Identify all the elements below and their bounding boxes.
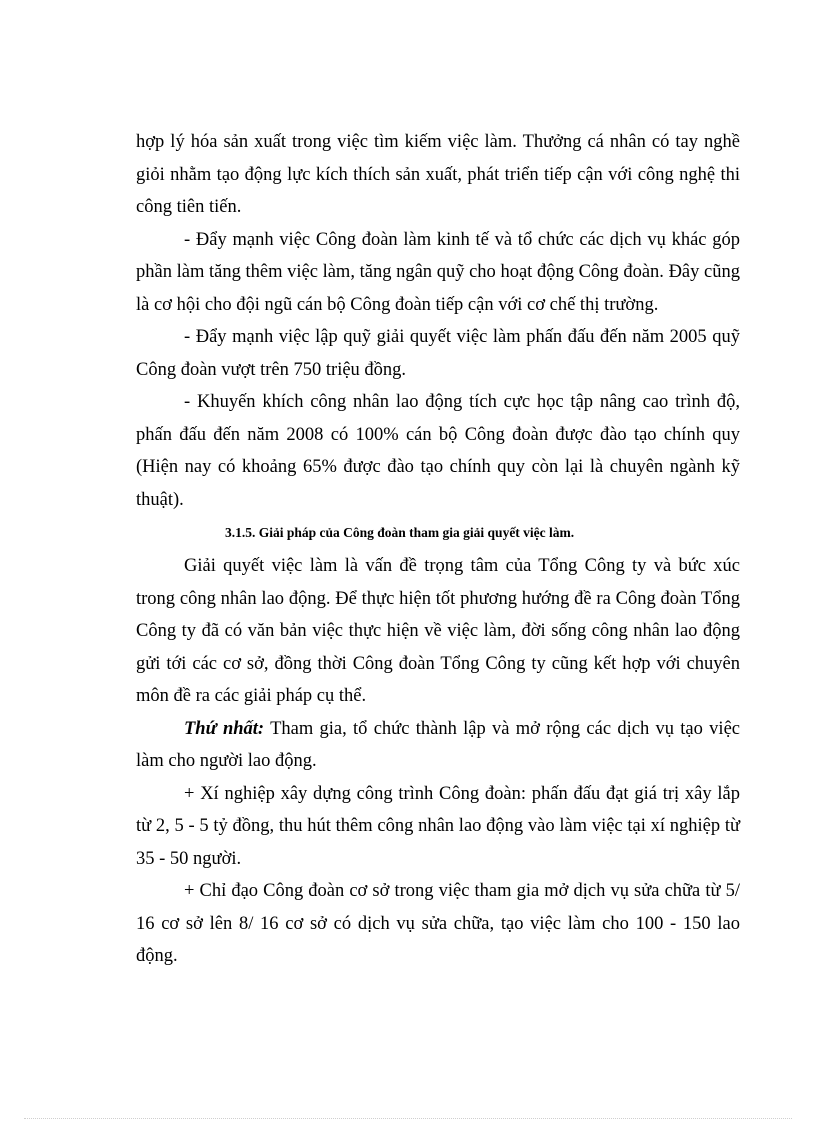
list-item-repair-services: + Chỉ đạo Công đoàn cơ sở trong việc tham gia mở dịch vụ sửa chữa từ 5/ 16 cơ sở lên 8/ 16 cơ sở có dịch vụ sửa chữa, tạo việc làm cho 100 - 150 lao động. — [136, 881, 740, 966]
paragraph-employment-fund: - Đẩy mạnh việc lập quỹ giải quyết việc làm phấn đấu đến năm 2005 quỹ Công đoàn vượt trên 750 triệu đồng. — [136, 327, 740, 380]
first-point-text: Tham gia, tổ chức thành lập và mở rộng các dịch vụ tạo việc làm cho người lao động. — [136, 718, 740, 771]
paragraph-training: - Khuyến khích công nhân lao động tích cực học tập nâng cao trình độ, phấn đấu đến năm 2008 có 100% cán bộ Công đoàn được đào tạo chính quy (Hiện nay có khoảng 65% được đào tạo chính quy còn lại là chuyên ngành kỹ thuật). — [136, 392, 740, 510]
page-bottom-border — [24, 1118, 792, 1119]
paragraph-trade-union-economy: - Đẩy mạnh việc Công đoàn làm kinh tế và tổ chức các dịch vụ khác góp phần làm tăng thêm việc làm, tăng ngân quỹ cho hoạt động Công đoàn. Đây cũng là cơ hội cho đội ngũ cán bộ Công đoàn tiếp cận với cơ chế thị trường. — [136, 229, 740, 315]
list-item-construction-enterprise: + Xí nghiệp xây dựng công trình Công đoàn: phấn đấu đạt giá trị xây lắp từ 2, 5 - 5 tỷ đồng, thu hút thêm công nhân lao động vào làm việc tại xí nghiệp từ 35 - 50 người. — [136, 783, 740, 869]
paragraph-section-intro: Giải quyết việc làm là vấn đề trọng tâm của Tổng Công ty và bức xúc trong công nhân lao động. Để thực hiện tốt phương hướng đề ra Công đoàn Tổng Công ty đã có văn bản việc thực hiện về việc làm, đời sống công nhân lao động gửi tới các cơ sở, đồng thời Công đoàn Tổng Công ty cũng kết hợp với chuyên môn đề ra các giải pháp cụ thể. — [136, 556, 740, 706]
section-heading: 3.1.5. Giải pháp của Công đoàn tham gia giải quyết việc làm. — [225, 525, 575, 540]
paragraph-first-point — [136, 713, 740, 778]
first-point-label: Thứ nhất: — [184, 718, 265, 739]
document-body — [136, 126, 740, 973]
paragraph-continuation: hợp lý hóa sản xuất trong việc tìm kiếm việc làm. Thưởng cá nhân có tay nghề giỏi nhằm tạo động lực kích thích sản xuất, phát triển tiếp cận với công nghệ thi công tiên tiến. — [136, 132, 740, 217]
